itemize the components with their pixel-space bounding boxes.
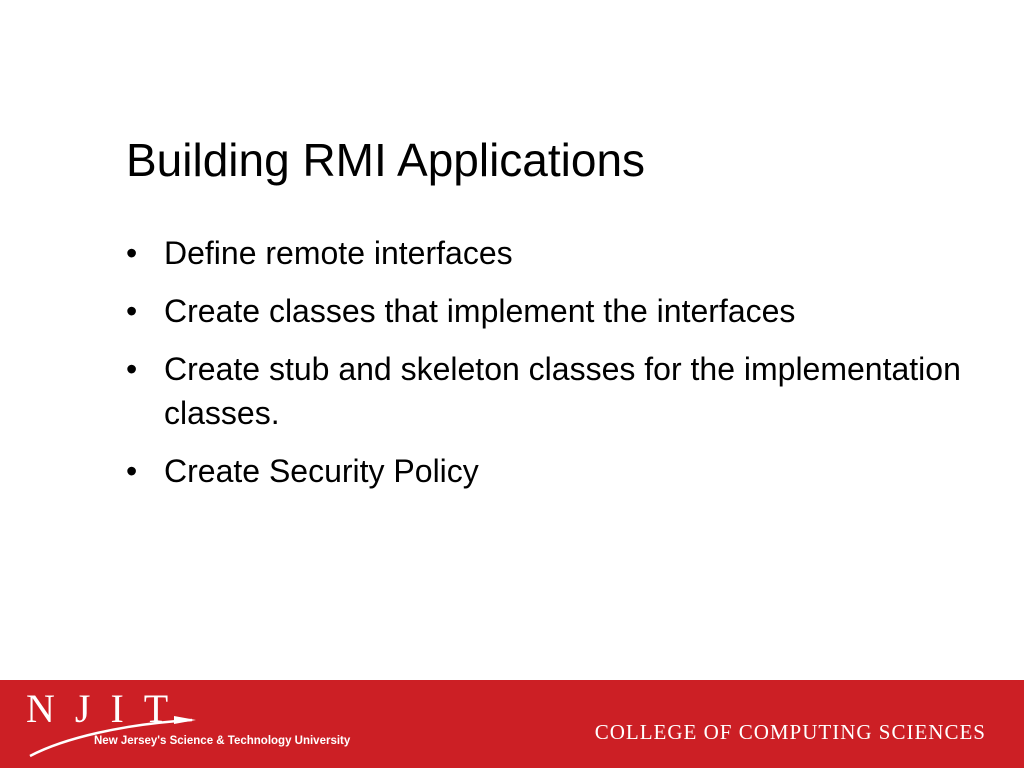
bullet-text: Define remote interfaces: [164, 235, 513, 271]
bullet-text: Create Security Policy: [164, 453, 479, 489]
bullet-marker: •: [126, 235, 138, 271]
bullet-marker: •: [126, 453, 138, 489]
bullet-list: [126, 231, 986, 507]
bullet-item: [126, 347, 986, 435]
bullet-item: [126, 289, 986, 333]
logo-wordmark: NJIT: [26, 686, 189, 731]
bullet-text: Create stub and skeleton classes for the implementation classes.: [164, 351, 961, 431]
footer-band: [0, 680, 1024, 768]
bullet-item: [126, 231, 986, 275]
bullet-text: Create classes that implement the interfaces: [164, 293, 796, 329]
logo-tagline: New Jersey's Science & Technology University: [94, 735, 351, 747]
bullet-item: [126, 449, 986, 493]
slide-title: Building RMI Applications: [126, 134, 646, 186]
college-name: COLLEGE OF COMPUTING SCIENCES: [594, 720, 986, 744]
bullet-marker: •: [126, 351, 138, 387]
njit-logo: [24, 686, 384, 764]
bullet-marker: •: [126, 293, 138, 329]
